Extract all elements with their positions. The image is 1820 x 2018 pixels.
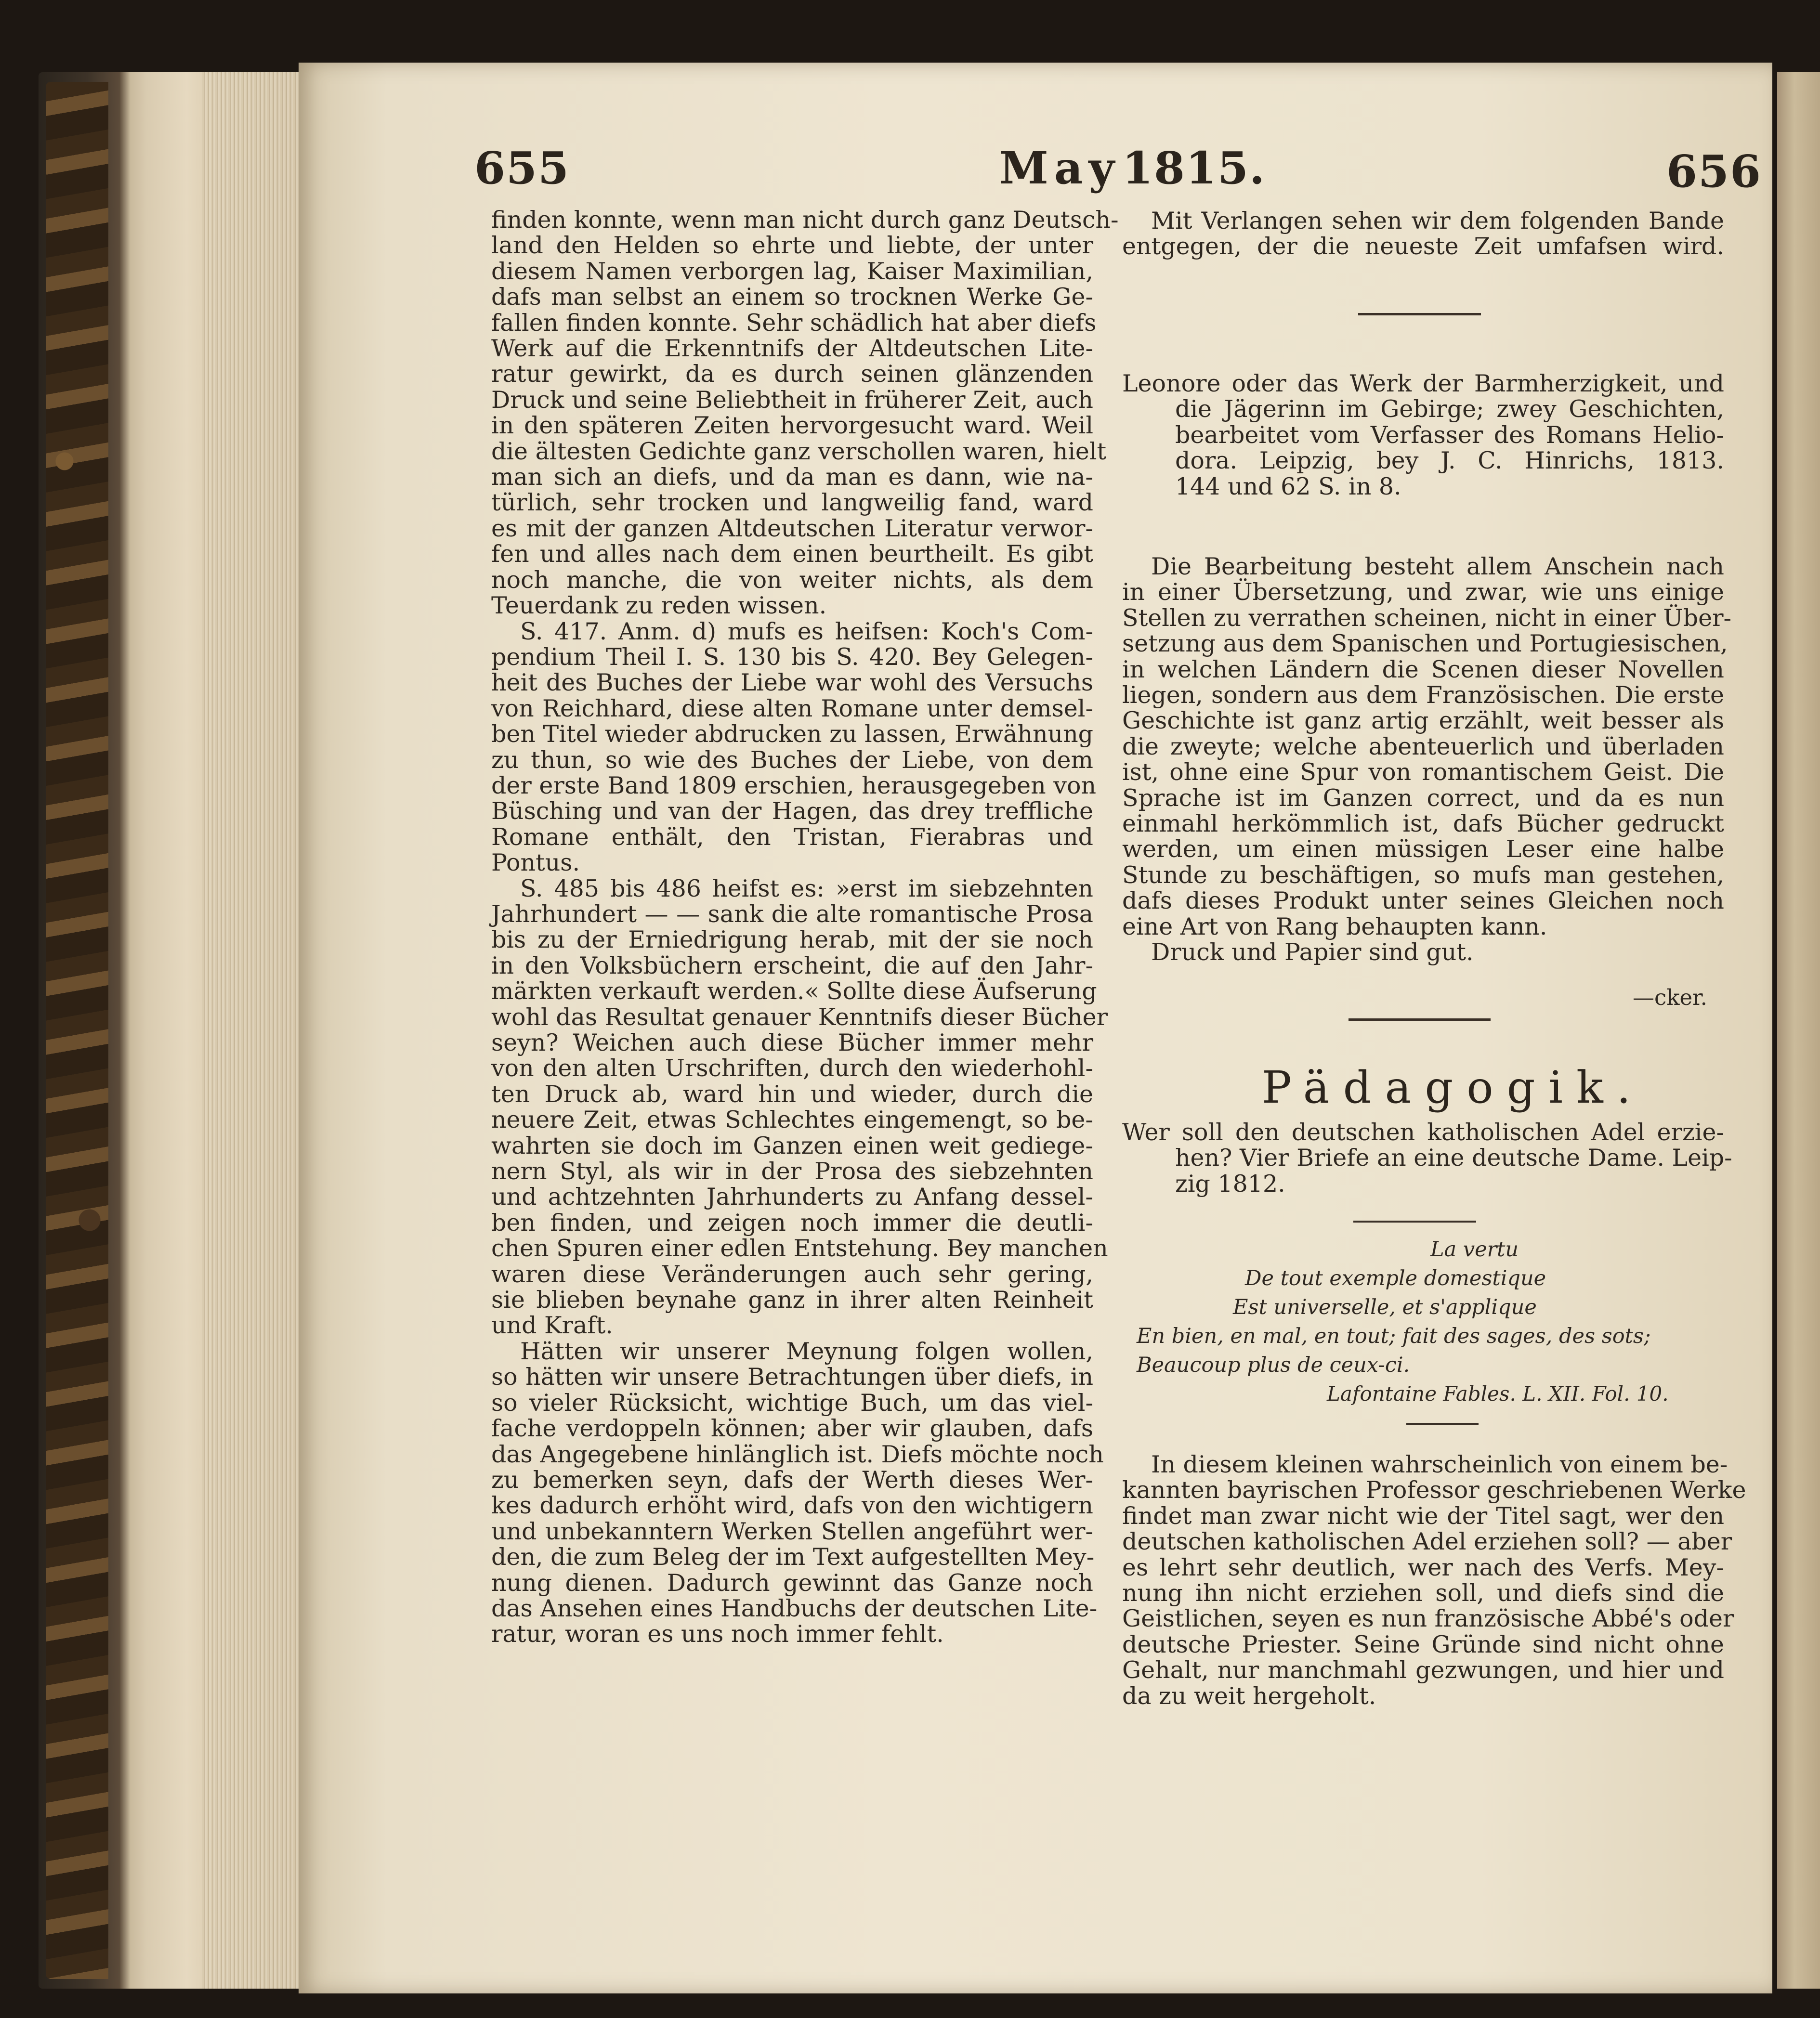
- text-line: fallen finden konnte. Sehr schädlich hat aber diefs: [491, 309, 1097, 337]
- motto-line: En bien, en mal, en tout; fait des sages, des sots;: [1137, 1324, 1651, 1348]
- text-line: Sprache ist im Ganzen correct, und da es nun: [1122, 784, 1724, 812]
- text-line: und Kraft.: [491, 1312, 613, 1340]
- motto-line: La vertu: [1430, 1237, 1519, 1262]
- text-line: setzung aus dem Spanischen und Portugiesischen,: [1122, 630, 1728, 658]
- text-line: In diesem kleinen wahrscheinlich von einem be-: [1151, 1451, 1728, 1478]
- motto-line: De tout exemple domestique: [1245, 1266, 1546, 1290]
- text-line: chen Spuren einer edlen Entstehung. Bey manchen: [491, 1235, 1108, 1263]
- text-line: eine Art von Rang behaupten kann.: [1122, 912, 1547, 940]
- text-line: nern Styl, als wir in der Prosa des siebzehnten: [491, 1158, 1093, 1185]
- text-line: den, die zum Beleg der im Text aufgestellten Mey-: [491, 1543, 1095, 1571]
- text-line: wohl das Resultat genauer Kenntnifs dieser Bücher: [491, 1003, 1108, 1031]
- text-line: entgegen, der die neueste Zeit umfafsen wird.: [1122, 233, 1724, 260]
- text-line: in einer Übersetzung, und zwar, wie uns einige: [1122, 578, 1724, 606]
- text-line: Pontus.: [491, 849, 580, 877]
- left-page-number: 655: [474, 142, 570, 194]
- text-line: das Angegebene hinlänglich ist. Diefs möchte noch: [491, 1440, 1104, 1468]
- text-line: ratur, woran es uns noch immer fehlt.: [491, 1620, 944, 1648]
- text-line: Werk auf die Erkenntnifs der Altdeutschen Lite-: [491, 335, 1093, 363]
- text-line: diesem Namen verborgen lag, Kaiser Maximilian,: [491, 257, 1093, 285]
- divider-rule: [1406, 1423, 1479, 1425]
- text-line: bearbeitet vom Verfasser des Romans Helio-: [1175, 421, 1724, 449]
- text-line: neuere Zeit, etwas Schlechtes eingemengt, so be-: [491, 1106, 1093, 1134]
- text-line: märkten verkauft werden.« Sollte diese Äufserung: [491, 977, 1097, 1005]
- section-title: Pädagogik.: [1262, 1062, 1644, 1113]
- text-line: sie blieben beynahe ganz in ihrer alten Reinheit: [491, 1286, 1093, 1314]
- text-line: finden konnte, wenn man nicht durch ganz Deutsch-: [491, 206, 1119, 234]
- divider-rule: [1349, 1018, 1491, 1021]
- text-line: Hätten wir unserer Meynung folgen wollen,: [520, 1337, 1093, 1365]
- text-line: ist, ohne eine Spur von romantischem Geist. Die: [1122, 758, 1724, 786]
- text-line: Mit Verlangen sehen wir dem folgenden Bande: [1151, 207, 1724, 234]
- text-line: deutschen katholischen Adel erziehen soll? — aber: [1122, 1528, 1732, 1556]
- text-line: fache verdoppeln können; aber wir glauben, dafs: [491, 1415, 1093, 1443]
- text-line: es mit der ganzen Altdeutschen Literatur verwor-: [491, 514, 1093, 542]
- text-line: zu bemerken seyn, dafs der Werth dieses Wer-: [491, 1466, 1093, 1494]
- text-line: S. 417. Anm. d) mufs es heifsen: Koch's Com-: [520, 617, 1093, 645]
- motto-line: Beaucoup plus de ceux-ci.: [1137, 1353, 1410, 1377]
- text-line: zu thun, so wie des Buches der Liebe, von dem: [491, 746, 1093, 774]
- text-line: dafs dieses Produkt unter seines Gleichen noch: [1122, 887, 1724, 915]
- text-line: nung dienen. Dadurch gewinnt das Ganze noch: [491, 1569, 1093, 1597]
- article-body: [1122, 1451, 1746, 1710]
- text-line: dora. Leipzig, bey J. C. Hinrichs, 1813.: [1175, 447, 1724, 475]
- text-line: Leonore oder das Werk der Barmherzigkeit, und: [1122, 370, 1724, 397]
- text-line: man sich an diefs, und da man es dann, wie na-: [491, 463, 1093, 491]
- text-line: in welchen Ländern die Scenen dieser Novellen: [1122, 655, 1724, 683]
- text-line: ratur gewirkt, da es durch seinen glänzenden: [491, 360, 1093, 388]
- text-line: fen und alles nach dem einen beurtheilt. Es gibt: [491, 540, 1093, 568]
- text-line: in den späteren Zeiten hervorgesucht ward. Weil: [491, 412, 1093, 440]
- text-line: von den alten Urschriften, durch den wiederhohl-: [491, 1055, 1093, 1082]
- motto-line: Est universelle, et s'applique: [1233, 1295, 1537, 1319]
- text-line: so hätten wir unsere Betrachtungen über diefs, in: [491, 1363, 1093, 1391]
- text-line: dafs man selbst an einem so trocknen Werke Ge-: [491, 283, 1093, 311]
- text-line: werden, um einen müssigen Leser eine halbe: [1122, 835, 1724, 863]
- text-line: nung ihn nicht erziehen soll, und diefs sind die: [1122, 1579, 1724, 1607]
- review-signature: —cker.: [1633, 985, 1707, 1010]
- text-line: pendium Theil I. S. 130 bis S. 420. Bey Gelegen-: [491, 643, 1093, 671]
- text-line: bis zu der Erniedrigung herab, mit der sie noch: [491, 926, 1093, 954]
- text-line: Geschichte ist ganz artig erzählt, weit besser als: [1122, 707, 1724, 735]
- text-line: land den Helden so ehrte und liebte, der unter: [491, 232, 1093, 260]
- motto: [1137, 1235, 1724, 1380]
- text-line: seyn? Weichen auch diese Bücher immer mehr: [491, 1029, 1093, 1056]
- text-line: und achtzehnten Jahrhunderts zu Anfang dessel-: [491, 1183, 1093, 1211]
- text-line: einmahl herkömmlich ist, dafs Bücher gedruckt: [1122, 810, 1724, 838]
- text-line: von Reichhard, diese alten Romane unter demsel-: [491, 694, 1093, 722]
- review-title: [1122, 371, 1724, 499]
- text-line: Geistlichen, seyen es nun französische Abbé's oder: [1122, 1605, 1734, 1633]
- text-line: deutsche Priester. Seine Gründe sind nicht ohne: [1122, 1630, 1724, 1658]
- text-line: Die Bearbeitung besteht allem Anschein nach: [1151, 553, 1724, 580]
- text-line: Büsching und van der Hagen, das drey treffliche: [491, 797, 1093, 825]
- text-line: die Jägerinn im Gebirge; zwey Geschichten,: [1175, 395, 1724, 423]
- text-line: wahrten sie doch im Ganzen einen weit gediege-: [491, 1132, 1093, 1159]
- divider-rule: [1353, 1221, 1476, 1223]
- text-line: 144 und 62 S. in 8.: [1175, 472, 1401, 500]
- text-line: ben Titel wieder abdrucken zu lassen, Erwähnung: [491, 720, 1093, 748]
- text-line: noch manche, die von weiter nichts, als dem: [491, 566, 1093, 594]
- text-line: kannten bayrischen Professor geschriebenen Werke: [1122, 1476, 1746, 1504]
- text-line: heit des Buches der Liebe war wohl des Versuchs: [491, 669, 1093, 697]
- text-line: zig 1812.: [1175, 1170, 1285, 1198]
- text-line: liegen, sondern aus dem Französischen. Die erste: [1122, 681, 1724, 709]
- divider-rule: [1358, 313, 1481, 315]
- text-line: Gehalt, nur manchmahl gezwungen, und hier und: [1122, 1656, 1724, 1684]
- text-line: die zweyte; welche abenteuerlich und überladen: [1122, 732, 1724, 760]
- text-line: Teuerdank zu reden wissen.: [491, 592, 827, 620]
- text-line: es lehrt sehr deutlich, wer nach des Verfs. Mey-: [1122, 1553, 1724, 1581]
- book-title: [1122, 1119, 1732, 1198]
- review-body: [1122, 553, 1732, 966]
- text-line: Wer soll den deutschen katholischen Adel erzie-: [1122, 1119, 1724, 1146]
- text-line: ten Druck ab, ward hin und wieder, durch die: [491, 1080, 1093, 1108]
- right-page-number: 656: [1666, 145, 1762, 197]
- page-stack: [202, 72, 303, 1989]
- text-line: Druck und seine Beliebtheit in früherer Zeit, auch: [491, 386, 1093, 414]
- text-line: und unbekanntern Werken Stellen angeführt wer-: [491, 1517, 1093, 1545]
- left-column: [491, 206, 1119, 1648]
- text-line: Stunde zu beschäftigen, so mufs man gestehen,: [1122, 861, 1724, 889]
- text-line: findet man zwar nicht wie der Titel sagt, wer den: [1122, 1502, 1724, 1530]
- intro-paragraph: [1122, 208, 1724, 260]
- text-line: kes dadurch erhöht wird, dafs von den wichtigern: [491, 1492, 1093, 1520]
- text-line: so vieler Rücksicht, wichtige Buch, um das viel-: [491, 1389, 1093, 1417]
- marbled-edge: [46, 82, 108, 1979]
- text-line: waren diese Veränderungen auch sehr gering,: [491, 1260, 1093, 1288]
- text-line: das Ansehen eines Handbuchs der deutschen Lite-: [491, 1594, 1098, 1622]
- text-line: da zu weit hergeholt.: [1122, 1682, 1376, 1710]
- text-line: Stellen zu verrathen scheinen, nicht in einer Über-: [1122, 604, 1732, 632]
- text-line: ben finden, und zeigen noch immer die deutli-: [491, 1209, 1093, 1237]
- text-line: Romane enthält, den Tristan, Fierabras und: [491, 823, 1093, 851]
- text-line: türlich, sehr trocken und langweilig fand, ward: [491, 489, 1093, 517]
- header-month: May: [999, 142, 1120, 194]
- motto-source: Lafontaine Fables. L. XII. Fol. 10.: [1327, 1382, 1669, 1406]
- text-line: die ältesten Gedichte ganz verschollen waren, hielt: [491, 437, 1107, 465]
- text-line: in den Volksbüchern erscheint, die auf den Jahr-: [491, 951, 1093, 979]
- text-line: der erste Band 1809 erschien, herausgegeben von: [491, 771, 1097, 799]
- next-page-edge: [1777, 72, 1820, 1989]
- text-line: hen? Vier Briefe an eine deutsche Dame. Leip-: [1175, 1144, 1732, 1172]
- text-line: Druck und Papier sind gut.: [1151, 938, 1474, 966]
- text-line: S. 485 bis 486 heifst es: »erst im siebzehnten: [520, 874, 1093, 902]
- header-year: 1815.: [1122, 142, 1266, 194]
- text-line: Jahrhundert — — sank die alte romantische Prosa: [491, 900, 1093, 928]
